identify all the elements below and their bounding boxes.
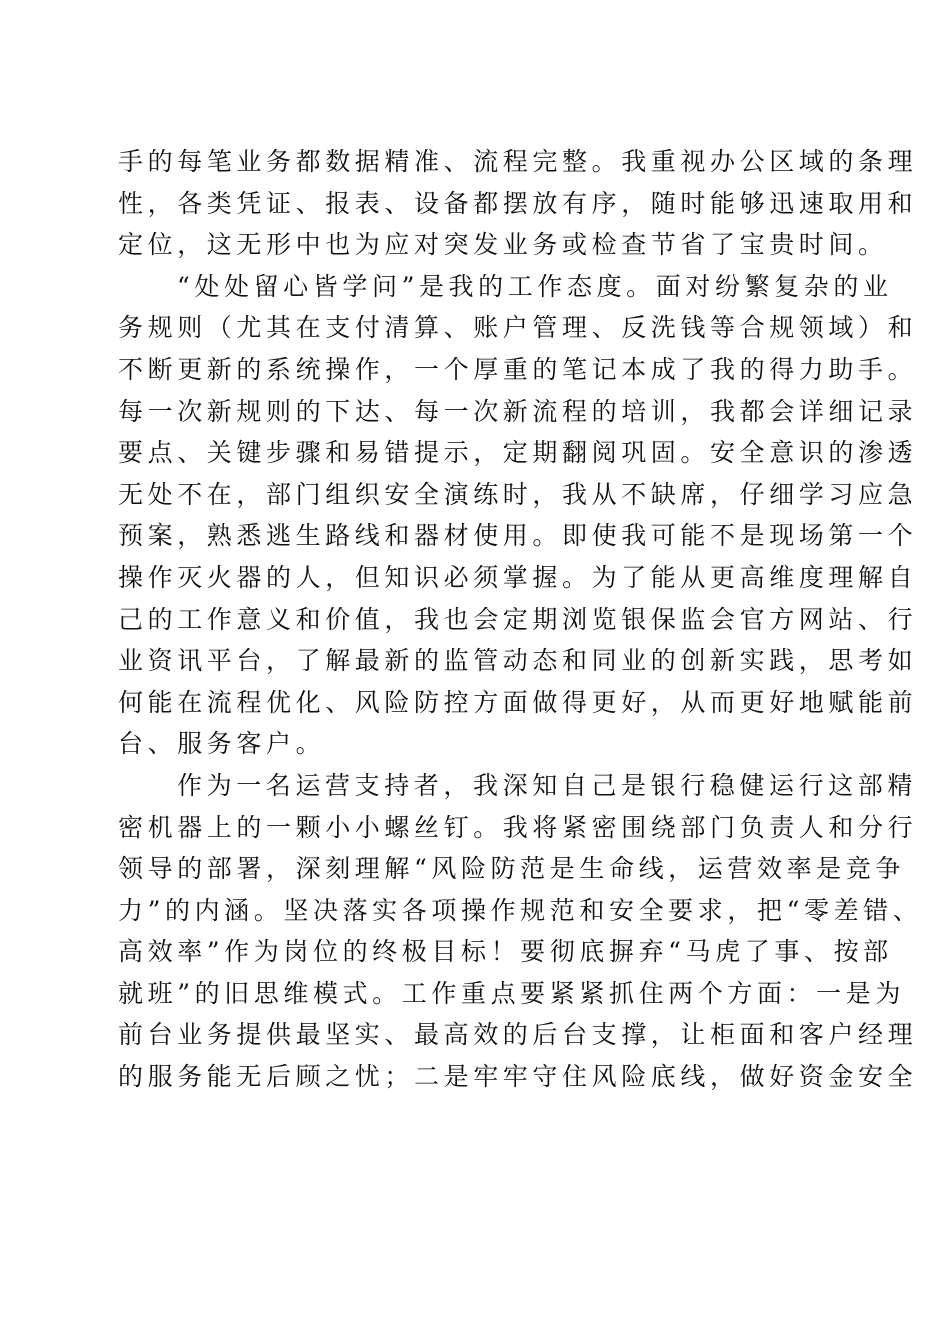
paragraph-line: “处处留心皆学问”是我的工作态度。面对纷繁复杂的业 [177,271,893,301]
paragraph-line: 就班”的旧思维模式。工作重点要紧紧抓住两个方面：一是为 [118,978,905,1008]
paragraph-line: 高效率”作为岗位的终极目标！要彻底摒弃“马虎了事、按部 [118,937,893,967]
paragraph-line: 手的每笔业务都数据精准、流程完整。我重视办公区域的条理 [118,147,918,176]
paragraph-line: 每一次新规则的下达、每一次新流程的培训，我都会详细记录 [118,396,918,426]
paragraph-line: 力”的内涵。坚决落实各项操作规范和安全要求，把“零差错、 [118,895,923,925]
paragraph [118,266,918,765]
paragraph-line: 作为一名运营支持者，我深知自己是银行稳健运行这部精 [177,770,918,800]
paragraph-line: 定位，这无形中也为应对突发业务或检查节省了宝贵时间。 [118,230,888,260]
paragraph-line: 不断更新的系统操作，一个厚重的笔记本成了我的得力助手。 [118,354,918,384]
paragraph-line: 前台业务提供最坚实、最高效的后台支撑，让柜面和客户经理 [118,1020,918,1050]
paragraph [118,765,923,1098]
paragraph-line: 领导的部署，深刻理解“风险防范是生命线，运营效率是竞争 [118,854,905,884]
paragraph-line: 预案，熟悉逃生路线和器材使用。即使我可能不是现场第一个 [118,521,918,551]
paragraph-line: 的服务能无后顾之忧；二是牢牢守住风险底线，做好资金安全 [118,1062,918,1092]
paragraph-line: 何能在流程优化、风险防控方面做得更好，从而更好地赋能前 [118,687,918,717]
paragraph-line: 业资讯平台，了解最新的监管动态和同业的创新实践，思考如 [118,646,918,676]
paragraph-line: 性，各类凭证、报表、设备都摆放有序，随时能够迅速取用和 [118,188,918,218]
paragraph [118,141,918,266]
paragraph-line: 务规则（尤其在支付清算、账户管理、反洗钱等合规领域）和 [118,313,918,343]
paragraph-line: 台、服务客户。 [118,729,326,759]
paragraph-line: 无处不在，部门组织安全演练时，我从不缺席，仔细学习应急 [118,479,918,509]
paragraph-line: 操作灭火器的人，但知识必须掌握。为了能从更高维度理解自 [118,562,918,592]
paragraph-line: 密机器上的一颗小小螺丝钉。我将紧密围绕部门负责人和分行 [118,812,918,842]
document-body [118,141,923,1098]
paragraph-line: 己的工作意义和价值，我也会定期浏览银保监会官方网站、行 [118,604,918,634]
paragraph-line: 要点、关键步骤和易错提示，定期翻阅巩固。安全意识的渗透 [118,438,918,468]
